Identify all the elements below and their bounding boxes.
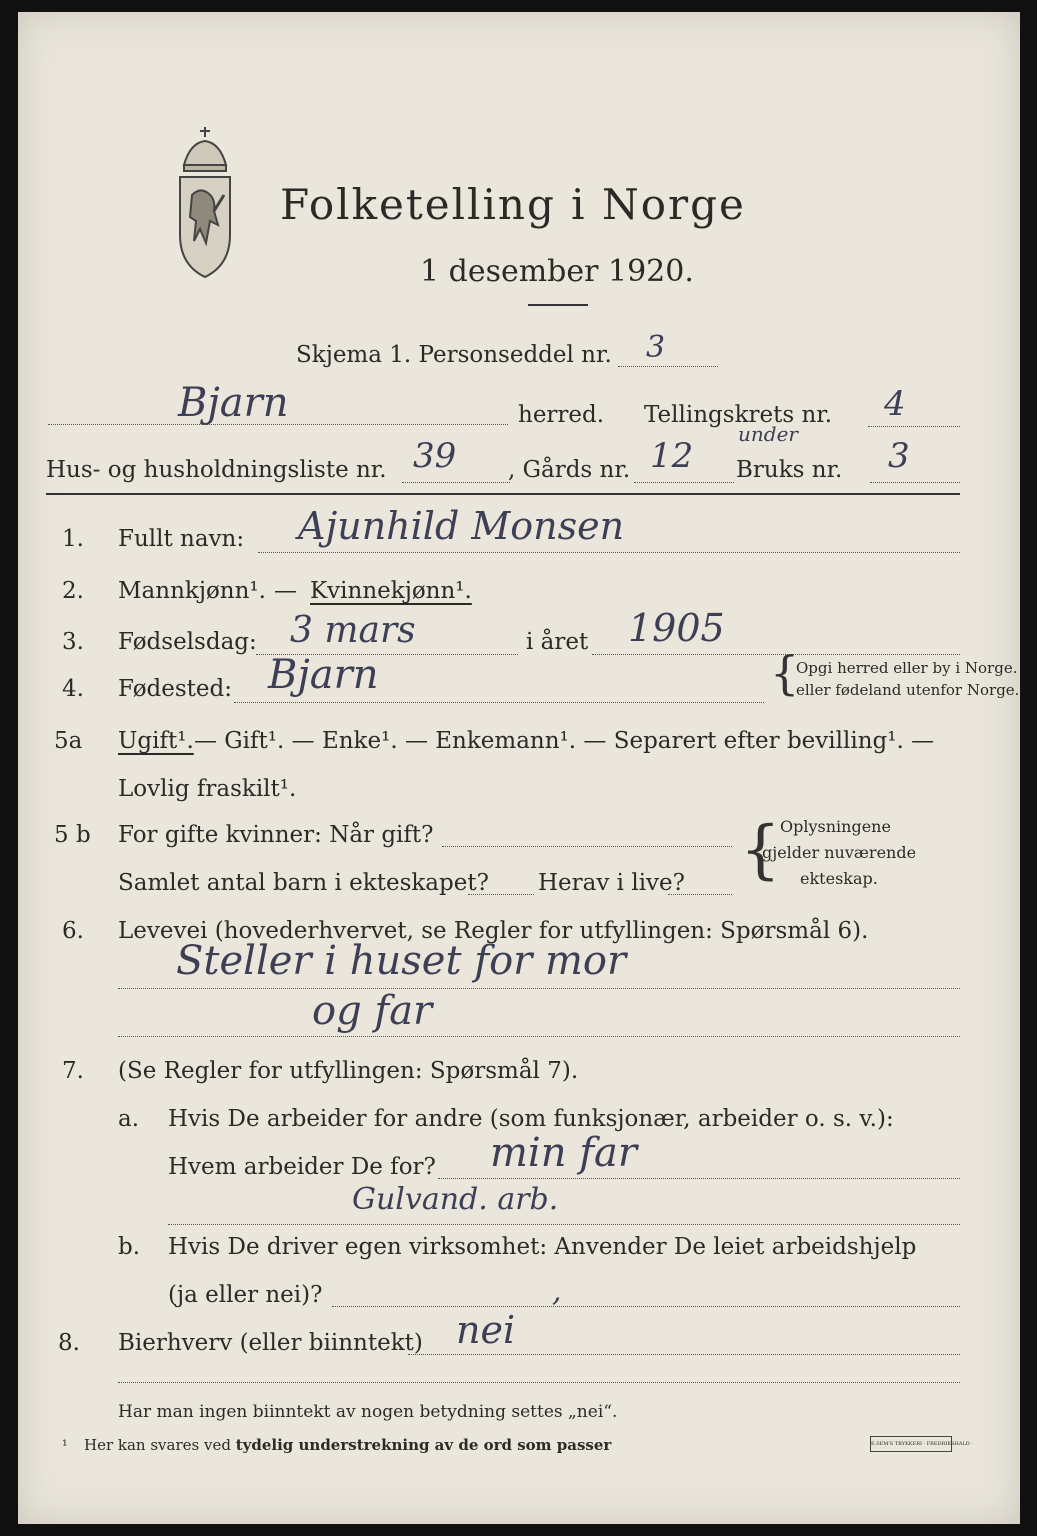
q2-number: 2.: [62, 578, 84, 604]
q6-field-line1: [118, 988, 960, 989]
bruks-field-line: [870, 482, 960, 483]
q5b-note-line3: ekteskap.: [800, 869, 878, 888]
footnote-text-bold: tydelig understrekning av de ord som passer: [235, 1436, 612, 1454]
census-form-page: [18, 12, 1020, 1524]
q7b-question: (ja eller nei)?: [168, 1282, 323, 1308]
gards-field-line: [634, 482, 734, 483]
q8-field-line: [408, 1354, 960, 1355]
q7b-field-line: [332, 1306, 960, 1307]
footnote-text-plain: Her kan svares ved: [84, 1436, 236, 1454]
census-date: 1 desember 1920.: [420, 254, 694, 289]
form-title: Folketelling i Norge: [280, 180, 746, 229]
q5a-other-options: — Gift¹. — Enke¹. — Enkemann¹. — Separert efter bevilling¹. —: [194, 728, 935, 754]
q7a-value-line2: Gulvand. arb.: [352, 1182, 559, 1217]
q6-label: Levevei (hovederhvervet, se Regler for utfyllingen: Spørsmål 6).: [118, 918, 869, 944]
tellingskrets-label: Tellingskrets nr.: [644, 402, 833, 428]
q7a-field-line1: [438, 1178, 960, 1179]
gards-under-note: under: [738, 422, 798, 446]
q3-year-label: i året: [526, 629, 589, 655]
q5b-number: 5 b: [54, 822, 91, 848]
q5a-line2: Lovlig fraskilt¹.: [118, 776, 297, 802]
q5a-number: 5a: [54, 728, 83, 754]
coat-of-arms-emblem: [170, 125, 240, 285]
bruks-label: Bruks nr.: [736, 457, 843, 483]
q4-number: 4.: [62, 676, 84, 702]
husholdningsliste-label: Hus- og husholdningsliste nr.: [46, 457, 387, 483]
footnote-mark: ¹: [62, 1438, 68, 1454]
q4-label: Fødested:: [118, 676, 233, 702]
q5b-label2: Samlet antal barn i ekteskapet?: [118, 870, 489, 896]
footnote-text: [84, 1436, 611, 1454]
printer-mark: E.SEM'S TRYKKERI · FREDRIKSHALD ·: [870, 1436, 952, 1452]
q3-value: 3 mars: [290, 610, 416, 651]
q5b-note-line1: Oplysningene: [780, 817, 891, 836]
q6-value-line1: Steller i huset for mor: [176, 938, 627, 984]
husholdningsliste-value: 39: [413, 436, 457, 476]
q5b-barn-field-line: [468, 894, 534, 895]
footer-note: Har man ingen biinntekt av nogen betydning settes „nei“.: [118, 1402, 618, 1422]
skjema-label: Skjema 1. Personseddel nr.: [296, 342, 612, 368]
gards-value: 12: [650, 436, 694, 476]
q4-note-line2: eller fødeland utenfor Norge.: [796, 681, 1020, 699]
q2-separator: —: [274, 578, 297, 604]
q8-label: Bierhverv (eller biinntekt): [118, 1330, 423, 1356]
q5b-gift-field-line: [442, 846, 732, 847]
title-divider: [528, 304, 588, 306]
q5b-ilive-field-line: [668, 894, 732, 895]
q5b-label1: For gifte kvinner: Når gift?: [118, 822, 434, 848]
q1-number: 1.: [62, 526, 84, 552]
q6-number: 6.: [62, 918, 84, 944]
q4-field-line: [234, 702, 764, 703]
herred-value: Bjarn: [178, 380, 289, 426]
gards-label: , Gårds nr.: [508, 457, 631, 483]
skjema-field-line: [618, 366, 718, 367]
q7-number: 7.: [62, 1058, 84, 1084]
tellingskrets-value: 4: [884, 384, 906, 424]
q6-field-line2: [118, 1036, 960, 1037]
q5b-brace: {: [740, 813, 781, 887]
q7a-letter: a.: [118, 1106, 140, 1132]
q5b-label3: Herav i live?: [538, 870, 685, 896]
header-rule: [46, 493, 960, 495]
q1-value: Ajunhild Monsen: [298, 504, 625, 548]
q7a-text: Hvis De arbeider for andre (som funksjonær, arbeider o. s. v.):: [168, 1106, 894, 1132]
q8-extra-line: [118, 1382, 960, 1383]
q7b-value: ,: [552, 1274, 562, 1309]
q5a-ugift: Ugift¹.: [118, 728, 194, 754]
q6-value-line2: og far: [312, 988, 433, 1034]
q7a-question: Hvem arbeider De for?: [168, 1154, 436, 1180]
q8-number: 8.: [58, 1330, 80, 1356]
q7b-text: Hvis De driver egen virksomhet: Anvender De leiet arbeidshjelp: [168, 1234, 917, 1260]
q7-label: (Se Regler for utfyllingen: Spørsmål 7).: [118, 1058, 579, 1084]
husholdningsliste-field-line: [402, 482, 510, 483]
q2-female: Kvinnekjønn¹.: [310, 578, 472, 604]
q4-brace: {: [770, 646, 800, 700]
q7a-field-line2: [168, 1224, 960, 1225]
q1-label: Fullt navn:: [118, 526, 245, 552]
q5b-note-line2: gjelder nuværende: [762, 843, 917, 862]
bruks-value: 3: [888, 436, 910, 476]
herred-label: herred.: [518, 402, 605, 428]
q3-number: 3.: [62, 629, 84, 655]
q1-field-line: [258, 552, 960, 553]
q3-label: Fødselsdag:: [118, 629, 257, 655]
skjema-value: 3: [646, 330, 666, 365]
q7b-letter: b.: [118, 1234, 141, 1260]
q4-note-line1: Opgi herred eller by i Norge.: [796, 659, 1018, 677]
q7a-value: min far: [490, 1130, 637, 1176]
q3-year-value: 1905: [628, 606, 725, 650]
tellingskrets-field-line: [868, 426, 960, 427]
q8-value: nei: [456, 1308, 516, 1352]
q4-value: Bjarn: [268, 652, 379, 698]
q2-male: Mannkjønn¹.: [118, 578, 266, 604]
